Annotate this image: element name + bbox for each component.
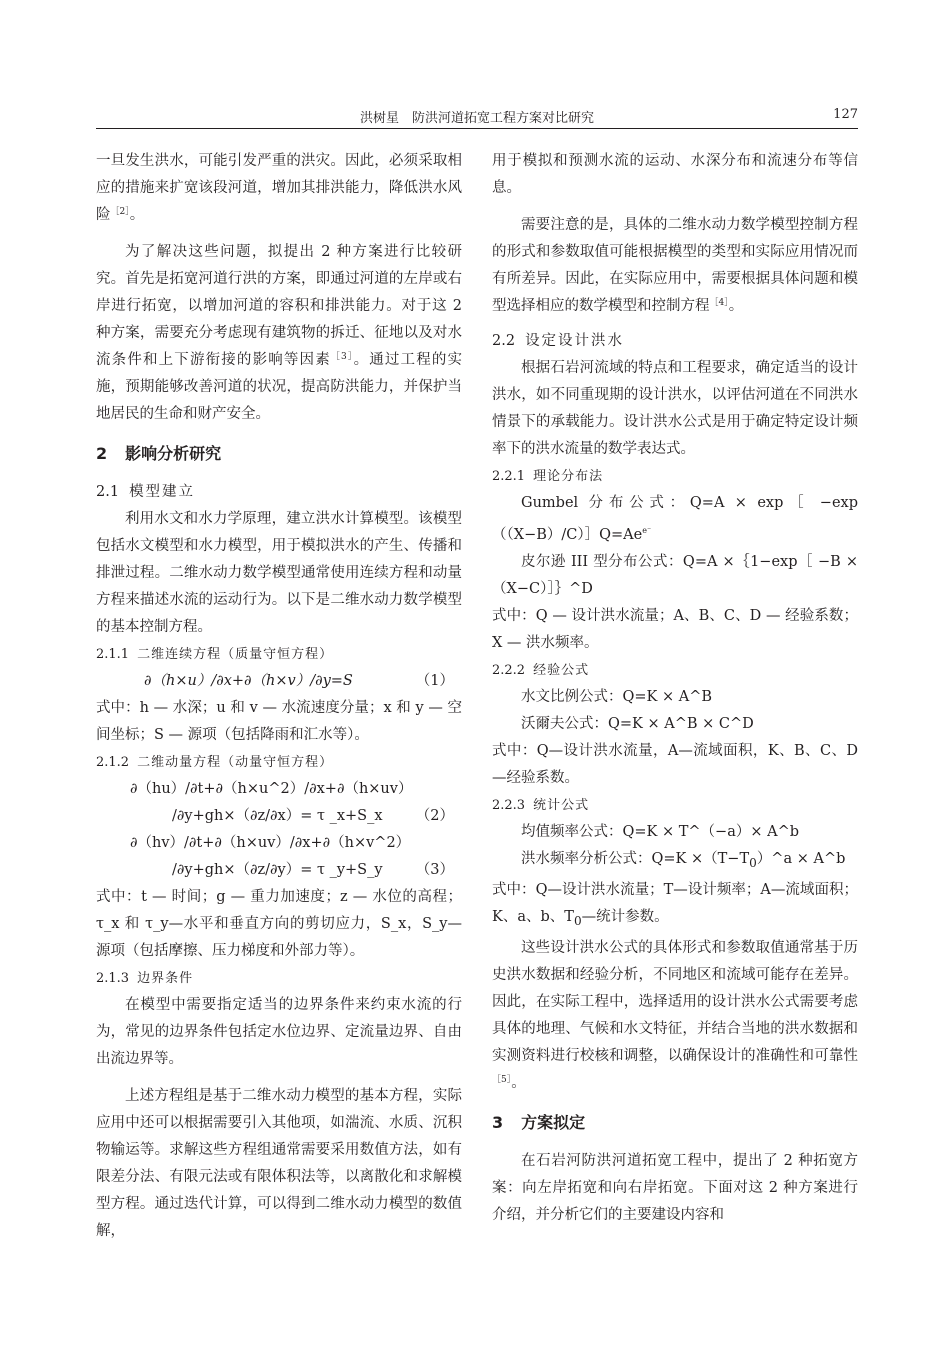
equation-1: ∂（h×u）/∂x+∂（h×v）/∂y=S （1） (96, 668, 462, 695)
paragraph: 需要注意的是，具体的二维水动力数学模型控制方程的形式和参数取值可能根据模型的类型和实际应用情况而有所差异。因此，在实际应用中，需要根据具体问题和模型选择相应的数学模型和控制方程$^{[4]}$。 (492, 217, 858, 314)
formula-pearson: 皮尔逊 III 型分布公式：Q=A ×｛1−exp［ −B ×（X−C）］｝^D (492, 553, 858, 597)
paragraph: 根据石岩河流域的特点和工程要求，确定适当的设计洪水，如不同重现期的设计洪水，以评估河道在不同洪水情景下的承载能力。设计洪水公式是用于确定特定设计频率下的洪水流量的数学表达式。 (492, 360, 858, 457)
right-column (492, 148, 858, 1229)
paragraph: 利用水文和水力学原理，建立洪水计算模型。该模型包括水文模型和水力模型，用于模拟洪水的产生、传播和排泄过程。二维水动力数学模型通常使用连续方程和动量方程来描述水流的运动行为。以下是二维水动力数学模型的基本控制方程。 (96, 511, 462, 635)
subsubsection-heading: 2.2.2 经验公式 (492, 662, 590, 678)
paragraph: 式中：Q—设计洪水流量，A—流域面积，K、B、C、D—经验系数。 (492, 742, 858, 786)
paragraph: 上述方程组是基于二维水动力模型的基本方程，实际应用中还可以根据需要引入其他项，如湍流、水质、沉积物输运等。求解这些方程组通常需要采用数值方法，如有限差分法、有限元法或有限体积法等，以离散化和求解模型方程。通过迭代计算，可以得到二维水动力模型的数值解， (96, 1088, 462, 1239)
equation-number: （2） (415, 808, 454, 824)
equation-number: （1） (415, 673, 454, 689)
paragraph: 用于模拟和预测水流的运动、水深分布和流速分布等信息。 (492, 153, 858, 196)
paragraph: 式中：h — 水深；u 和 v — 水流速度分量；x 和 y — 空间坐标；S — 源项（包括降雨和汇水等）。 (96, 700, 462, 743)
subsubsection-heading: 2.2.3 统计公式 (492, 797, 590, 813)
subsection-heading: 2.1 模型建立 (96, 484, 196, 500)
citation: ［3］ (330, 352, 354, 362)
equation-3-line-1: ∂（hv）/∂t+∂（h×uv）/∂x+∂（h×v^2） (130, 835, 411, 851)
paragraph: 这些设计洪水公式的具体形式和参数取值通常基于历史洪水数据和经验分析，不同地区和流域可能存在差异。因此，在实际工程中，选择适用的设计洪水公式需要考虑具体的地理、气候和水文特征，并结合当地的洪水数据和实测资料进行校核和调整，以确保设计的准确性和可靠性$^{[5]}$。 (492, 939, 858, 1091)
paragraph: 一旦发生洪水，可能引发严重的洪灾。因此，必须采取相应的措施来扩宽该段河道，增加其排洪能力，降低洪水风险$^{[2]}$。 (96, 153, 462, 223)
subsection-heading: 2.2 设定设计洪水 (492, 333, 625, 349)
equation-3-line-2: /∂y+gh×（∂z/∂y）= τ _y+S_y （3） (96, 857, 462, 884)
equation-number: （3） (415, 862, 454, 878)
running-header (96, 104, 858, 129)
equation-2-line-1: ∂（hu）/∂t+∂（h×u^2）/∂x+∂（h×uv） (130, 781, 413, 797)
subsubsection-heading: 2.1.2 二维动量方程（动量守恒方程） (96, 755, 334, 770)
left-column (96, 148, 462, 1245)
citation: ［4］ (709, 298, 729, 308)
citation: ［2］ (110, 207, 130, 217)
paragraph: 在石岩河防洪河道拓宽工程中，提出了 2 种拓宽方案：向左岸拓宽和向右岸拓宽。下面对这 2 种方案进行介绍，并分析它们的主要建设内容和 (492, 1152, 858, 1223)
paragraph: 式中：Q — 设计洪水流量；A、B、C、D — 经验系数；X — 洪水频率。 (492, 607, 858, 651)
formula-gumbel: Gumbel 分布公式：Q=A × exp［ $-\exp((X-B)/C)]Q=Ae^{e^-}$ (492, 495, 858, 543)
section-heading: 3 方案拟定 (492, 1112, 586, 1132)
header-title: 洪树星 防洪河道拓宽工程方案对比研究 (359, 111, 594, 126)
equation-2-line-2: /∂y+gh×（∂z/∂x）= τ _x+S_x （2） (96, 803, 462, 830)
paragraph: 式中：t — 时间；g — 重力加速度；z — 水位的高程；τ_x 和 τ_y—水平和垂直方向的剪切应力，S_x，S_y—源项（包括摩擦、压力梯度和外部力等）。 (96, 889, 462, 959)
formula-wolf: 沃爾夫公式：Q=K × A^B × C^D (521, 715, 754, 732)
formula-hydrologic-ratio: 水文比例公式：Q=K × A^B (521, 688, 713, 705)
subsubsection-heading: 2.2.1 理论分布法 (492, 469, 604, 484)
paragraph: 在模型中需要指定适当的边界条件来约束水流的行为，常见的边界条件包括定水位边界、定流量边界、自由出流边界等。 (96, 997, 462, 1067)
citation: ［5］ (492, 1074, 512, 1085)
section-heading: 2 影响分析研究 (96, 444, 222, 463)
subsubsection-heading: 2.1.1 二维连续方程（质量守恒方程） (96, 647, 334, 662)
paragraph: 为了解决这些问题，拟提出 2 种方案进行比较研究。首先是拓宽河道行洪的方案，即通过河道的左岸或右岸进行拓宽，以增加河道的容积和排洪能力。对于这 2 种方案，需要充分考虑现有建筑物的拆迁、征地以及对水流条件和上下游衔接的影响等因素$^{[3]}$。通过工程的实施，预期能够改善河道的状况，提高防洪能力，并保护当地居民的生命和财产安全。 (96, 244, 463, 422)
formula-mean-frequency: 均值频率公式：Q=K × T^（−a）× A^b (521, 823, 800, 840)
subsubsection-heading: 2.1.3 边界条件 (96, 971, 194, 986)
paragraph: 式中：Q—设计洪水流量；T—设计频率；A—流域面积；K、a、b、$T_0—$统计参数。 (492, 881, 858, 928)
formula-flood-frequency: 洪水频率分析公式：$Q=K \times(T-T_0)\^{}a$ × A^b (521, 850, 846, 870)
page-number: 127 (833, 107, 858, 122)
